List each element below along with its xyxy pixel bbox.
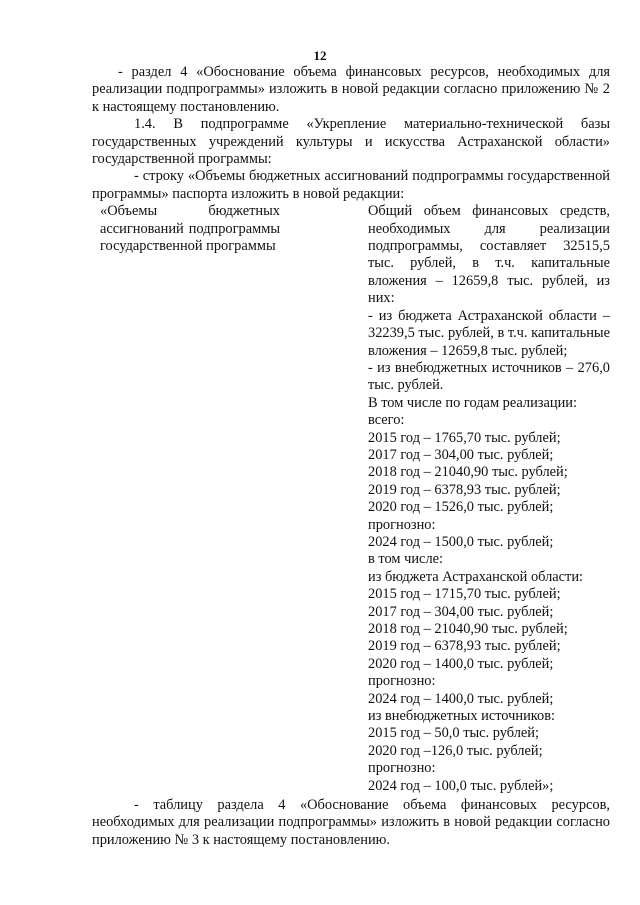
funding-line: 2018 год – 21040,90 тыс. рублей;	[368, 464, 568, 481]
funding-line: всего:	[368, 412, 405, 429]
funding-regional-item: - из бюджета Астраханской области – 32239,5 тыс. рублей, в т.ч. капитальные вложения – 12659,8 тыс. рублей;	[368, 307, 610, 359]
funding-line: прогнозно:	[368, 760, 436, 777]
funding-line: 2024 год – 100,0 тыс. рублей»;	[368, 777, 554, 794]
funding-line: 2017 год – 304,00 тыс. рублей;	[368, 603, 554, 620]
funding-line: 2019 год – 6378,93 тыс. рублей;	[368, 638, 561, 655]
funding-line: 2020 год – 1400,0 тыс. рублей;	[368, 655, 554, 672]
paragraph-section4: - раздел 4 «Обоснование объема финансовых ресурсов, необходимых для реализации подпрограммы» изложить в новой редакции согласно приложению № 2 к настоящему постановлению.	[92, 64, 610, 115]
funding-line: 2015 год – 1765,70 тыс. рублей;	[368, 429, 561, 446]
funding-intro: Общий объем финансовых средств, необходимых для реализации подпрограммы, составляет 32515,5 тыс. рублей, в т.ч. капитальные вложения – 12659,8 тыс. рублей, из них:	[368, 203, 610, 307]
passport-row-table	[92, 203, 610, 795]
table-left-cell: «Объемы бюджетных ассигнований подпрограммы государственной программы	[100, 203, 280, 255]
funding-line: 2020 год – 1526,0 тыс. рублей;	[368, 499, 554, 516]
paragraph-passport-row: - строку «Объемы бюджетных ассигнований подпрограммы государственной программы» паспорта изложить в новой редакции:	[92, 168, 610, 202]
document-body	[92, 64, 610, 849]
funding-line: 2017 год – 304,00 тыс. рублей;	[368, 446, 554, 463]
funding-line: 2015 год – 50,0 тыс. рублей;	[368, 725, 539, 742]
funding-line: из внебюджетных источников:	[368, 708, 556, 725]
funding-line: из бюджета Астраханской области:	[368, 568, 584, 585]
year-lines	[368, 395, 610, 795]
funding-extrabudget-item: - из внебюджетных источников – 276,0 тыс. рублей.	[368, 359, 610, 394]
funding-line: 2024 год – 1500,0 тыс. рублей;	[368, 533, 554, 550]
funding-line: В том числе по годам реализации:	[368, 394, 577, 411]
funding-line: 2024 год – 1400,0 тыс. рублей;	[368, 690, 554, 707]
paragraph-subprogram: 1.4. В подпрограмме «Укрепление материально-технической базы государственных учреждений культуры и искусства Астраханской области» государственной программы:	[92, 116, 610, 168]
page-number: 12	[313, 48, 327, 63]
funding-line: 2015 год – 1715,70 тыс. рублей;	[368, 586, 561, 603]
funding-line: 2020 год –126,0 тыс. рублей;	[368, 742, 543, 759]
funding-line: 2019 год – 6378,93 тыс. рублей;	[368, 481, 561, 498]
funding-line: 2018 год – 21040,90 тыс. рублей;	[368, 621, 568, 637]
paragraph-table-section4: - таблицу раздела 4 «Обоснование объема финансовых ресурсов, необходимых для реализации подпрограммы» изложить в новой редакции согласно приложению № 3 к настоящему постановлению.	[92, 797, 610, 848]
table-right-cell	[368, 203, 610, 795]
funding-line: прогнозно:	[368, 516, 436, 533]
funding-line: прогнозно:	[368, 673, 436, 690]
funding-line: в том числе:	[368, 551, 444, 568]
